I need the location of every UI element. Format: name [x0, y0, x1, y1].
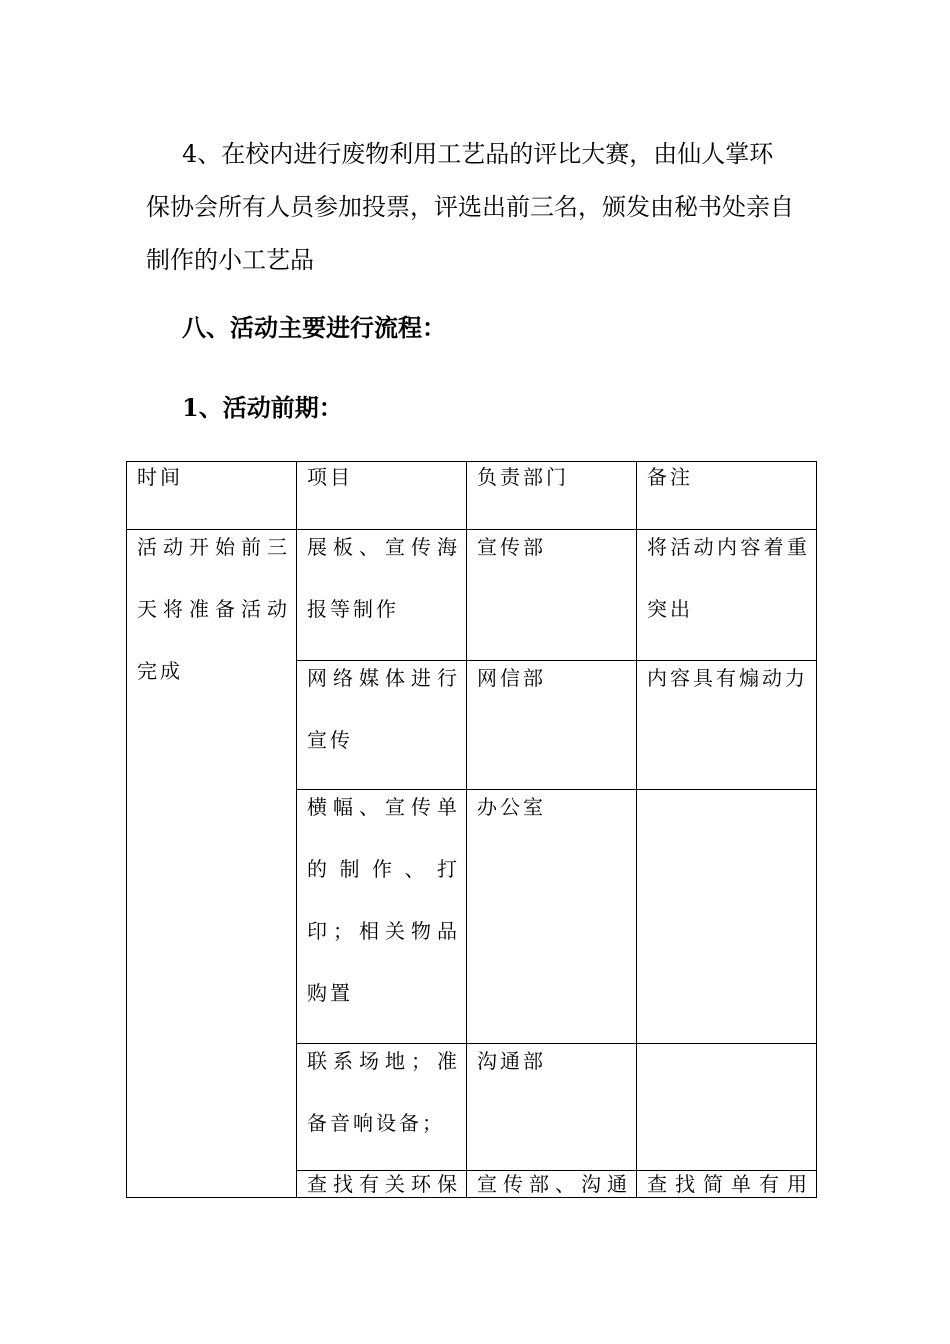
project-cell: 网络媒体进行宣传: [297, 661, 467, 790]
note-cell: [637, 1044, 817, 1171]
dept-cell: 宣传部、沟通: [467, 1171, 637, 1198]
activity-schedule-table: [126, 461, 817, 1198]
subsection-heading: 1、活动前期：: [182, 393, 343, 422]
project-cell: 横幅、宣传单的制作、打印；相关物品购置: [297, 790, 467, 1044]
table-row: [127, 530, 817, 661]
time-cell: 活动开始前三天将准备活动完成: [127, 530, 297, 1198]
body-paragraph: 4、在校内进行废物利用工艺品的评比大赛，由仙人掌环保协会所有人员参加投票，评选出前三名，颁发由秘书处亲自制作的小工艺品: [146, 140, 794, 274]
header-time: 时间: [127, 462, 297, 530]
note-cell: [637, 790, 817, 1044]
header-dept: 负责部门: [467, 462, 637, 530]
note-cell: 将活动内容着重突出: [637, 530, 817, 661]
note-cell: 查找简单有用: [637, 1171, 817, 1198]
project-cell: 查找有关环保: [297, 1171, 467, 1198]
header-project: 项目: [297, 462, 467, 530]
project-cell: 联系场地；准备音响设备；: [297, 1044, 467, 1171]
note-cell: 内容具有煽动力: [637, 661, 817, 790]
header-note: 备注: [637, 462, 817, 530]
section-heading: 八、活动主要进行流程：: [182, 313, 446, 342]
dept-cell: 宣传部: [467, 530, 637, 661]
project-cell: 展板、宣传海报等制作: [297, 530, 467, 661]
dept-cell: 沟通部: [467, 1044, 637, 1171]
table-header-row: [127, 462, 817, 530]
dept-cell: 网信部: [467, 661, 637, 790]
dept-cell: 办公室: [467, 790, 637, 1044]
